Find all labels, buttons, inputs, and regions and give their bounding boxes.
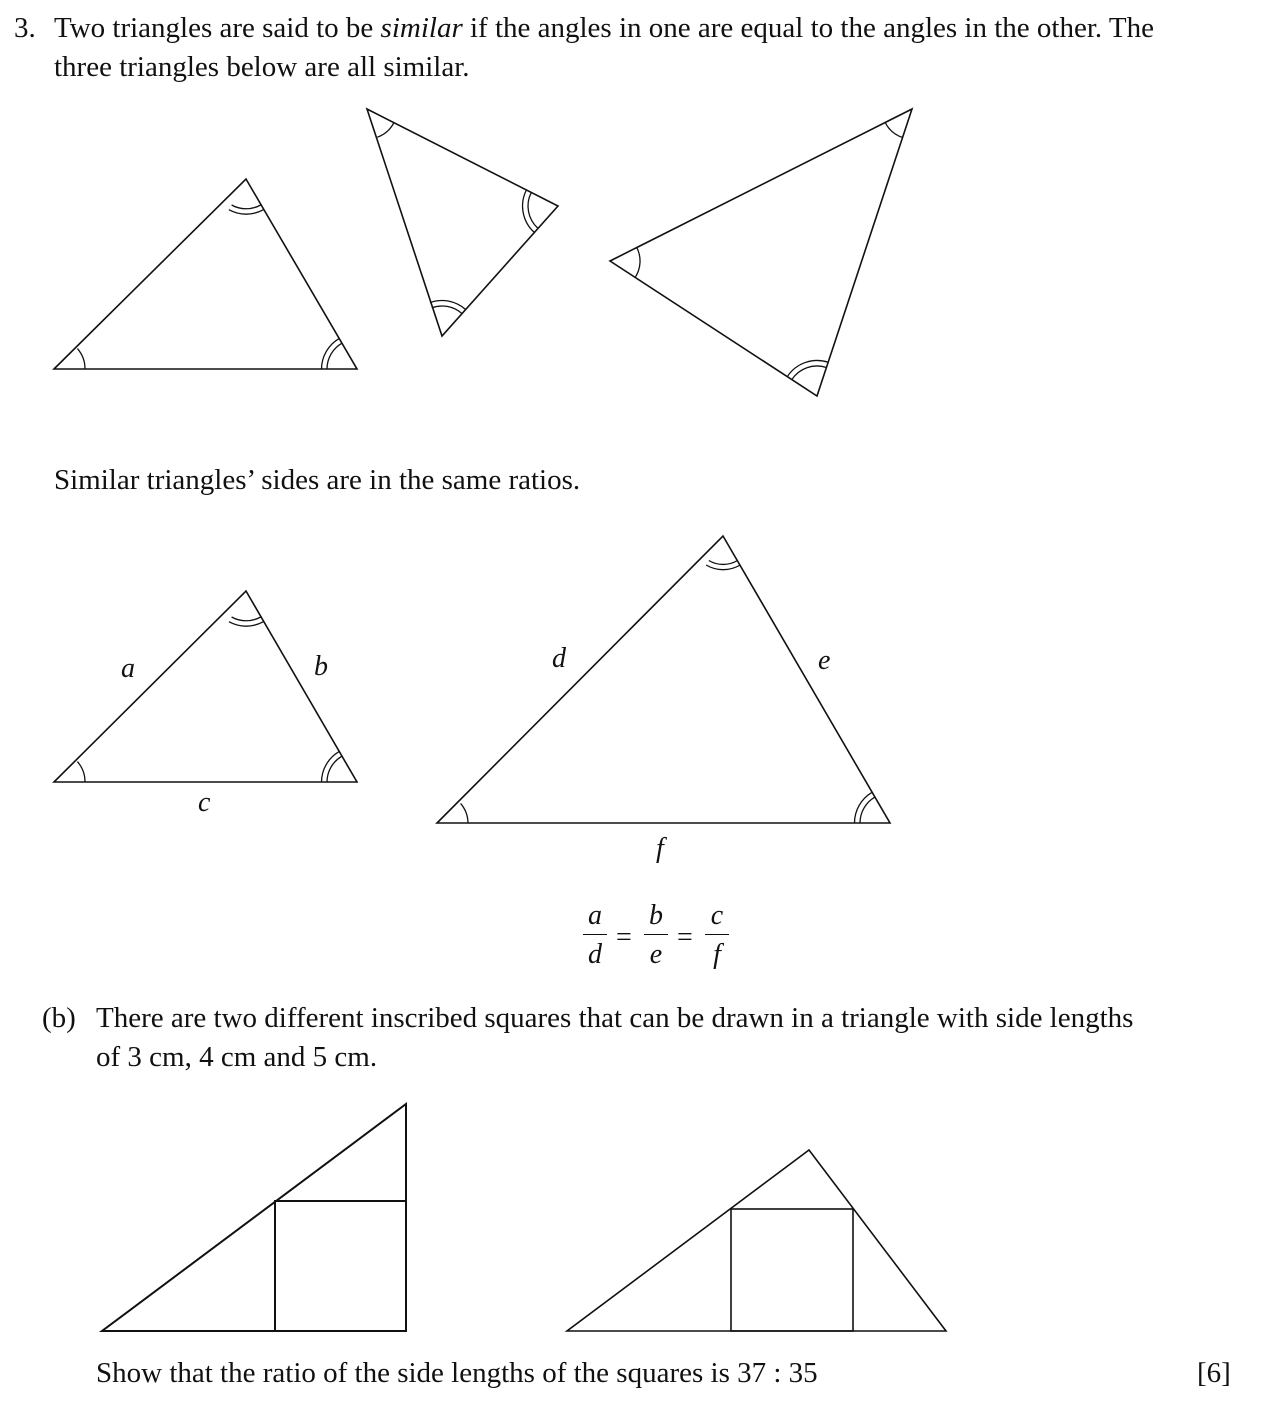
fraction-bar [705, 934, 729, 935]
side-label-e: e [818, 645, 831, 676]
similar-triangle-3 [610, 109, 912, 396]
ratios-statement: Similar triangles’ sides are in the same ratios. [54, 464, 581, 496]
part-b-label: (b) [42, 1002, 76, 1034]
fraction-c-over-f [705, 902, 729, 969]
equals-sign-2: = [677, 922, 693, 953]
intro-text-b: if the angles in one are equal to the angles in the other. The [462, 12, 1154, 44]
similar-triangle-2 [367, 109, 558, 336]
fraction-a-over-d [583, 902, 607, 969]
side-label-b: b [314, 651, 328, 682]
labelled-triangle-large [437, 536, 890, 823]
part-b-line2: of 3 cm, 4 cm and 5 cm. [96, 1041, 378, 1073]
labelled-triangle-small [54, 591, 357, 782]
similar-triangle-1 [54, 179, 357, 369]
question-intro-line2: three triangles below are all similar. [54, 51, 470, 83]
side-label-c: c [198, 787, 211, 818]
equals-sign-1: = [616, 922, 632, 953]
part-b-task: Show that the ratio of the side lengths of the squares is 37 : 35 [96, 1357, 818, 1389]
fraction-b-over-e [644, 902, 668, 969]
side-label-f: f [656, 833, 664, 864]
fraction-bar [583, 934, 607, 935]
fraction-denominator: e [649, 939, 663, 970]
part-b-line1: There are two different inscribed squares that can be drawn in a triangle with side lengths [96, 1002, 1134, 1034]
fraction-numerator: a [588, 900, 602, 931]
fraction-numerator: b [649, 900, 663, 931]
question-number: 3. [14, 12, 36, 44]
fraction-denominator: f [713, 939, 721, 970]
inscribed-square-figure-2 [567, 1150, 946, 1331]
fraction-bar [644, 934, 668, 935]
intro-emphasis: similar [380, 12, 463, 44]
inscribed-square-figure-1 [102, 1104, 406, 1331]
fraction-numerator: c [710, 900, 724, 931]
marks-indicator: [6] [1197, 1357, 1231, 1389]
fraction-denominator: d [588, 939, 602, 970]
side-label-a: a [121, 653, 135, 684]
intro-text-a: Two triangles are said to be [54, 12, 381, 44]
side-label-d: d [552, 643, 566, 674]
